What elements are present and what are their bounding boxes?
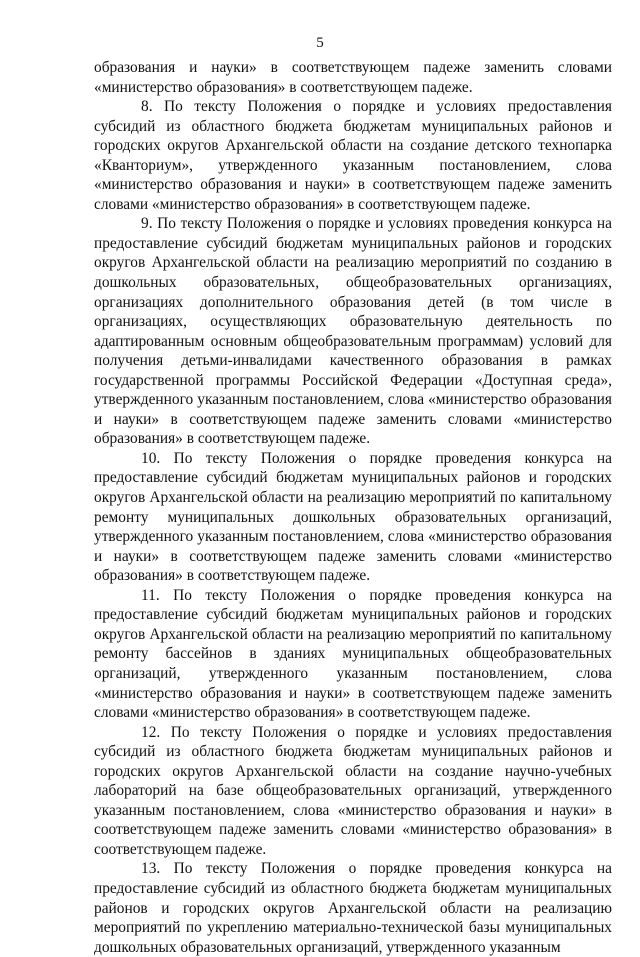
paragraph-item-12: 12. По тексту Положения о порядке и условиях предоставления субсидий из областного бюджета бюджетам муниципальных районов и городских округов Архангельской области на создание научно-учебных лабораторий на базе общеобразовательных организаций, утвержденного указанным постановлением, слова «министерство образования и науки» в соответствующем падеже заменить словами «министерство образования» в соответствующем падеже.	[94, 723, 612, 858]
paragraph-item-8: 8. По тексту Положения о порядке и условиях предоставления субсидий из областного бюджета бюджетам муниципальных районов и городских округов Архангельской области на создание детского технопарка «Кванториум», утвержденного указанным постановлением, слова «министерство образования и науки» в соответствующем падеже заменить словами «министерство образования» в соответствующем падеже.	[94, 98, 612, 213]
paragraph-continuation: образования и науки» в соответствующем падеже заменить словами «министерство образования» в соответствующем падеже.	[94, 59, 612, 96]
paragraph-item-10: 10. По тексту Положения о порядке проведения конкурса на предоставление субсидий бюджетам муниципальных районов и городских округов Архангельской области на реализацию мероприятий по капитальному ремонту муниципальных дошкольных образовательных организаций, утвержденного указанным постановлением, слова «министерство образования и науки» в соответствующем падеже заменить словами «министерство образования» в соответствующем падеже.	[94, 449, 612, 585]
document-body	[94, 58, 612, 957]
paragraph-item-11: 11. По тексту Положения о порядке проведения конкурса на предоставление субсидий бюджетам муниципальных районов и городских округов Архангельской области на реализацию мероприятий по капитальному ремонту бассейнов в зданиях муниципальных общеобразовательных организаций, утвержденного указанным постановлением, слова «министерство образования и науки» в соответствующем падеже заменить словами «министерство образования» в соответствующем падеже.	[94, 586, 612, 722]
page-number: 5	[316, 35, 324, 51]
paragraph-item-9: 9. По тексту Положения о порядке и условиях проведения конкурса на предоставление субсидий бюджетам муниципальных районов и городских округов Архангельской области на реализацию мероприятий по созданию в дошкольных образовательных, общеобразовательных организациях, организациях дополнительного образования детей (в том числе в организациях, осуществляющих образовательную деятельность по адаптированным основным общеобразовательным программам) условий для получения детьми-инвалидами качественного образования в рамках государственной программы Российской Федерации «Доступная среда», утвержденного указанным постановлением, слова «министерство образования и науки» в соответствующем падеже заменить словами «министерство образования» в соответствующем падеже.	[94, 215, 612, 448]
paragraph-item-13: 13. По тексту Положения о порядке проведения конкурса на предоставление субсидий из областного бюджета бюджетам муниципальных районов и городских округов Архангельской области на реализацию мероприятий по укреплению материально-технической базы муниципальных дошкольных образовательных организаций, утвержденного указанным	[94, 860, 612, 956]
